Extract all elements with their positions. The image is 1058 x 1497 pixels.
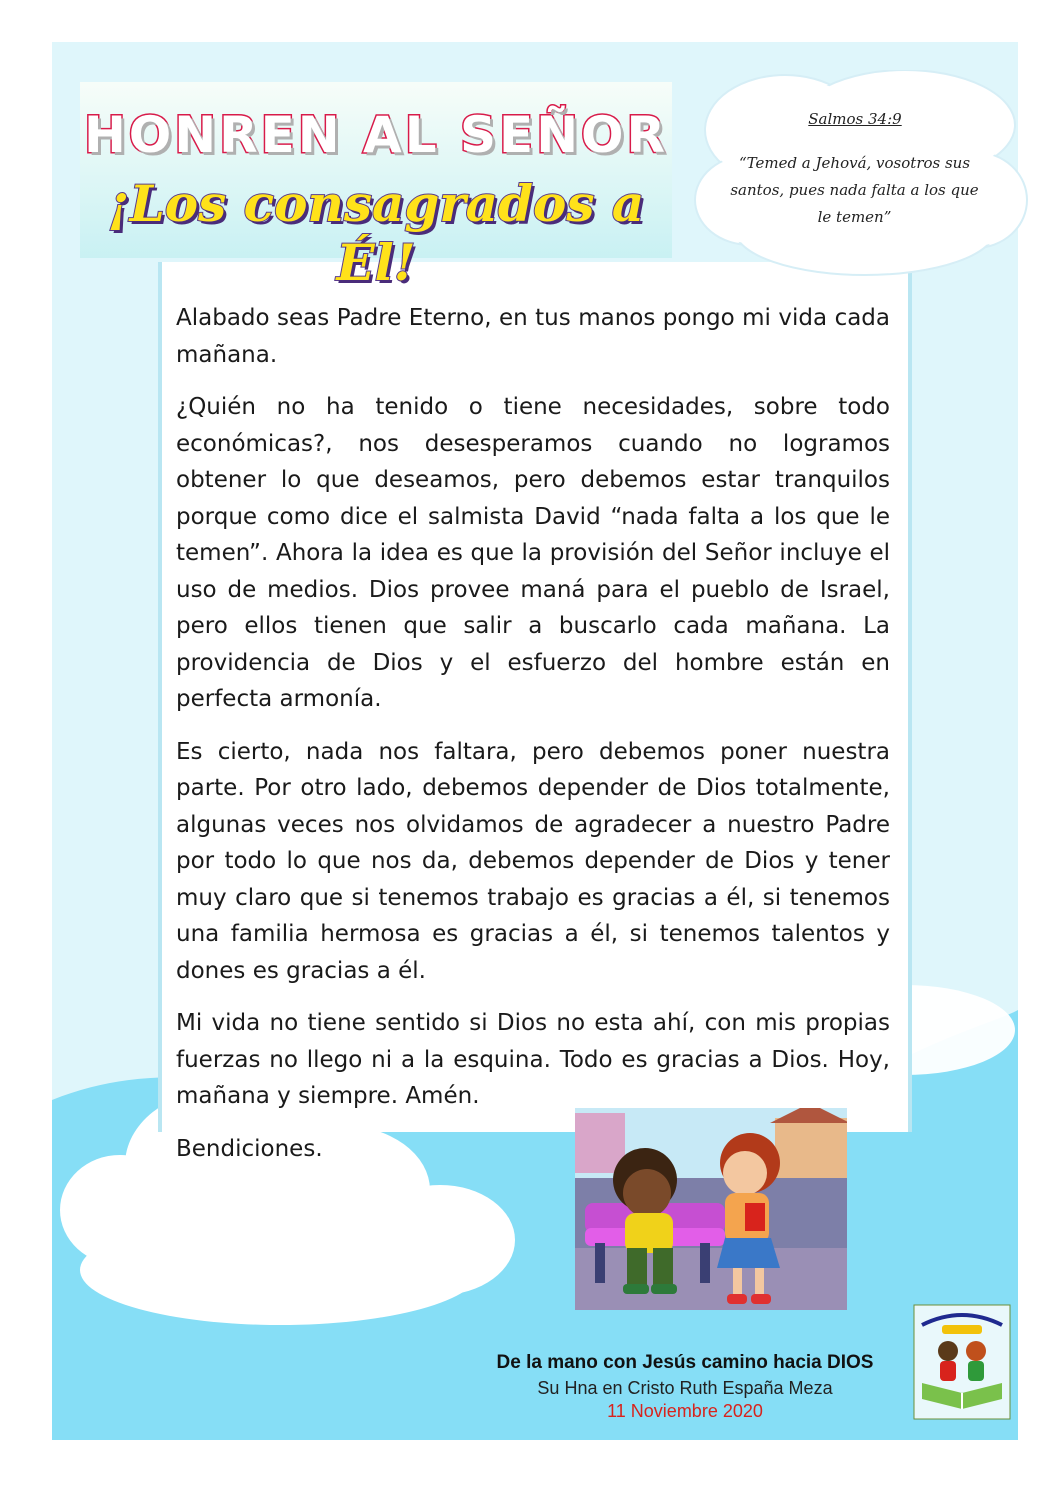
verse-text: “Temed a Jehová, vosotros sus santos, pues nada falta a los que le temen”: [730, 154, 979, 226]
ministry-logo: [912, 1303, 1012, 1421]
title-banner: [80, 82, 672, 292]
paragraph: Es cierto, nada nos faltara, pero debemos poner nuestra parte. Por otro lado, debemos depender de Dios totalmente, algunas veces nos olvidamos de agradecer a nuestro Padre por todo lo que nos da, debemos depender de Dios y tener muy claro que si tenemos trabajo es gracias a él, si tenemos una familia hermosa es gracias a él, si tenemos talentos y dones es gracias a él.: [176, 738, 890, 984]
page-title: HONREN AL SEÑOR: [83, 106, 669, 164]
footer-title: De la mano con Jesús camino hacia DIOS: [496, 1352, 874, 1373]
devotional-body: [176, 300, 890, 1183]
children-bench-illustration: [575, 1108, 847, 1310]
page-subtitle: ¡Los consagrados a Él!: [107, 174, 645, 292]
paragraph: ¿Quién no ha tenido o tiene necesidades, sobre todo económicas?, nos desesperamos cuando no logramos obtener lo que deseamos, pero debemos estar tranquilos porque como dice el salmista David “nada falta a los que le temen”. Ahora la idea es que la provisión del Señor incluye el uso de medios. Dios provee maná para el pueblo de Israel, pero ellos tienen que salir a buscarlo cada mañana. La providencia de Dios y el esfuerzo del hombre están en perfecta armonía.: [176, 394, 890, 712]
paragraph: Alabado seas Padre Eterno, en tus manos pongo mi vida cada mañana.: [176, 305, 890, 368]
footer-author: Su Hna en Cristo Ruth España Meza: [537, 1378, 833, 1398]
paragraph: Mi vida no tiene sentido si Dios no esta ahí, con mis propias fuerzas no llego ni a la esquina. Todo es gracias a Dios. Hoy, mañana y siempre. Amén.: [176, 1010, 890, 1109]
footer-date: 11 Noviembre 2020: [607, 1401, 763, 1421]
verse-reference: Salmos 34:9: [808, 110, 902, 128]
paragraph: Bendiciones.: [176, 1135, 323, 1162]
